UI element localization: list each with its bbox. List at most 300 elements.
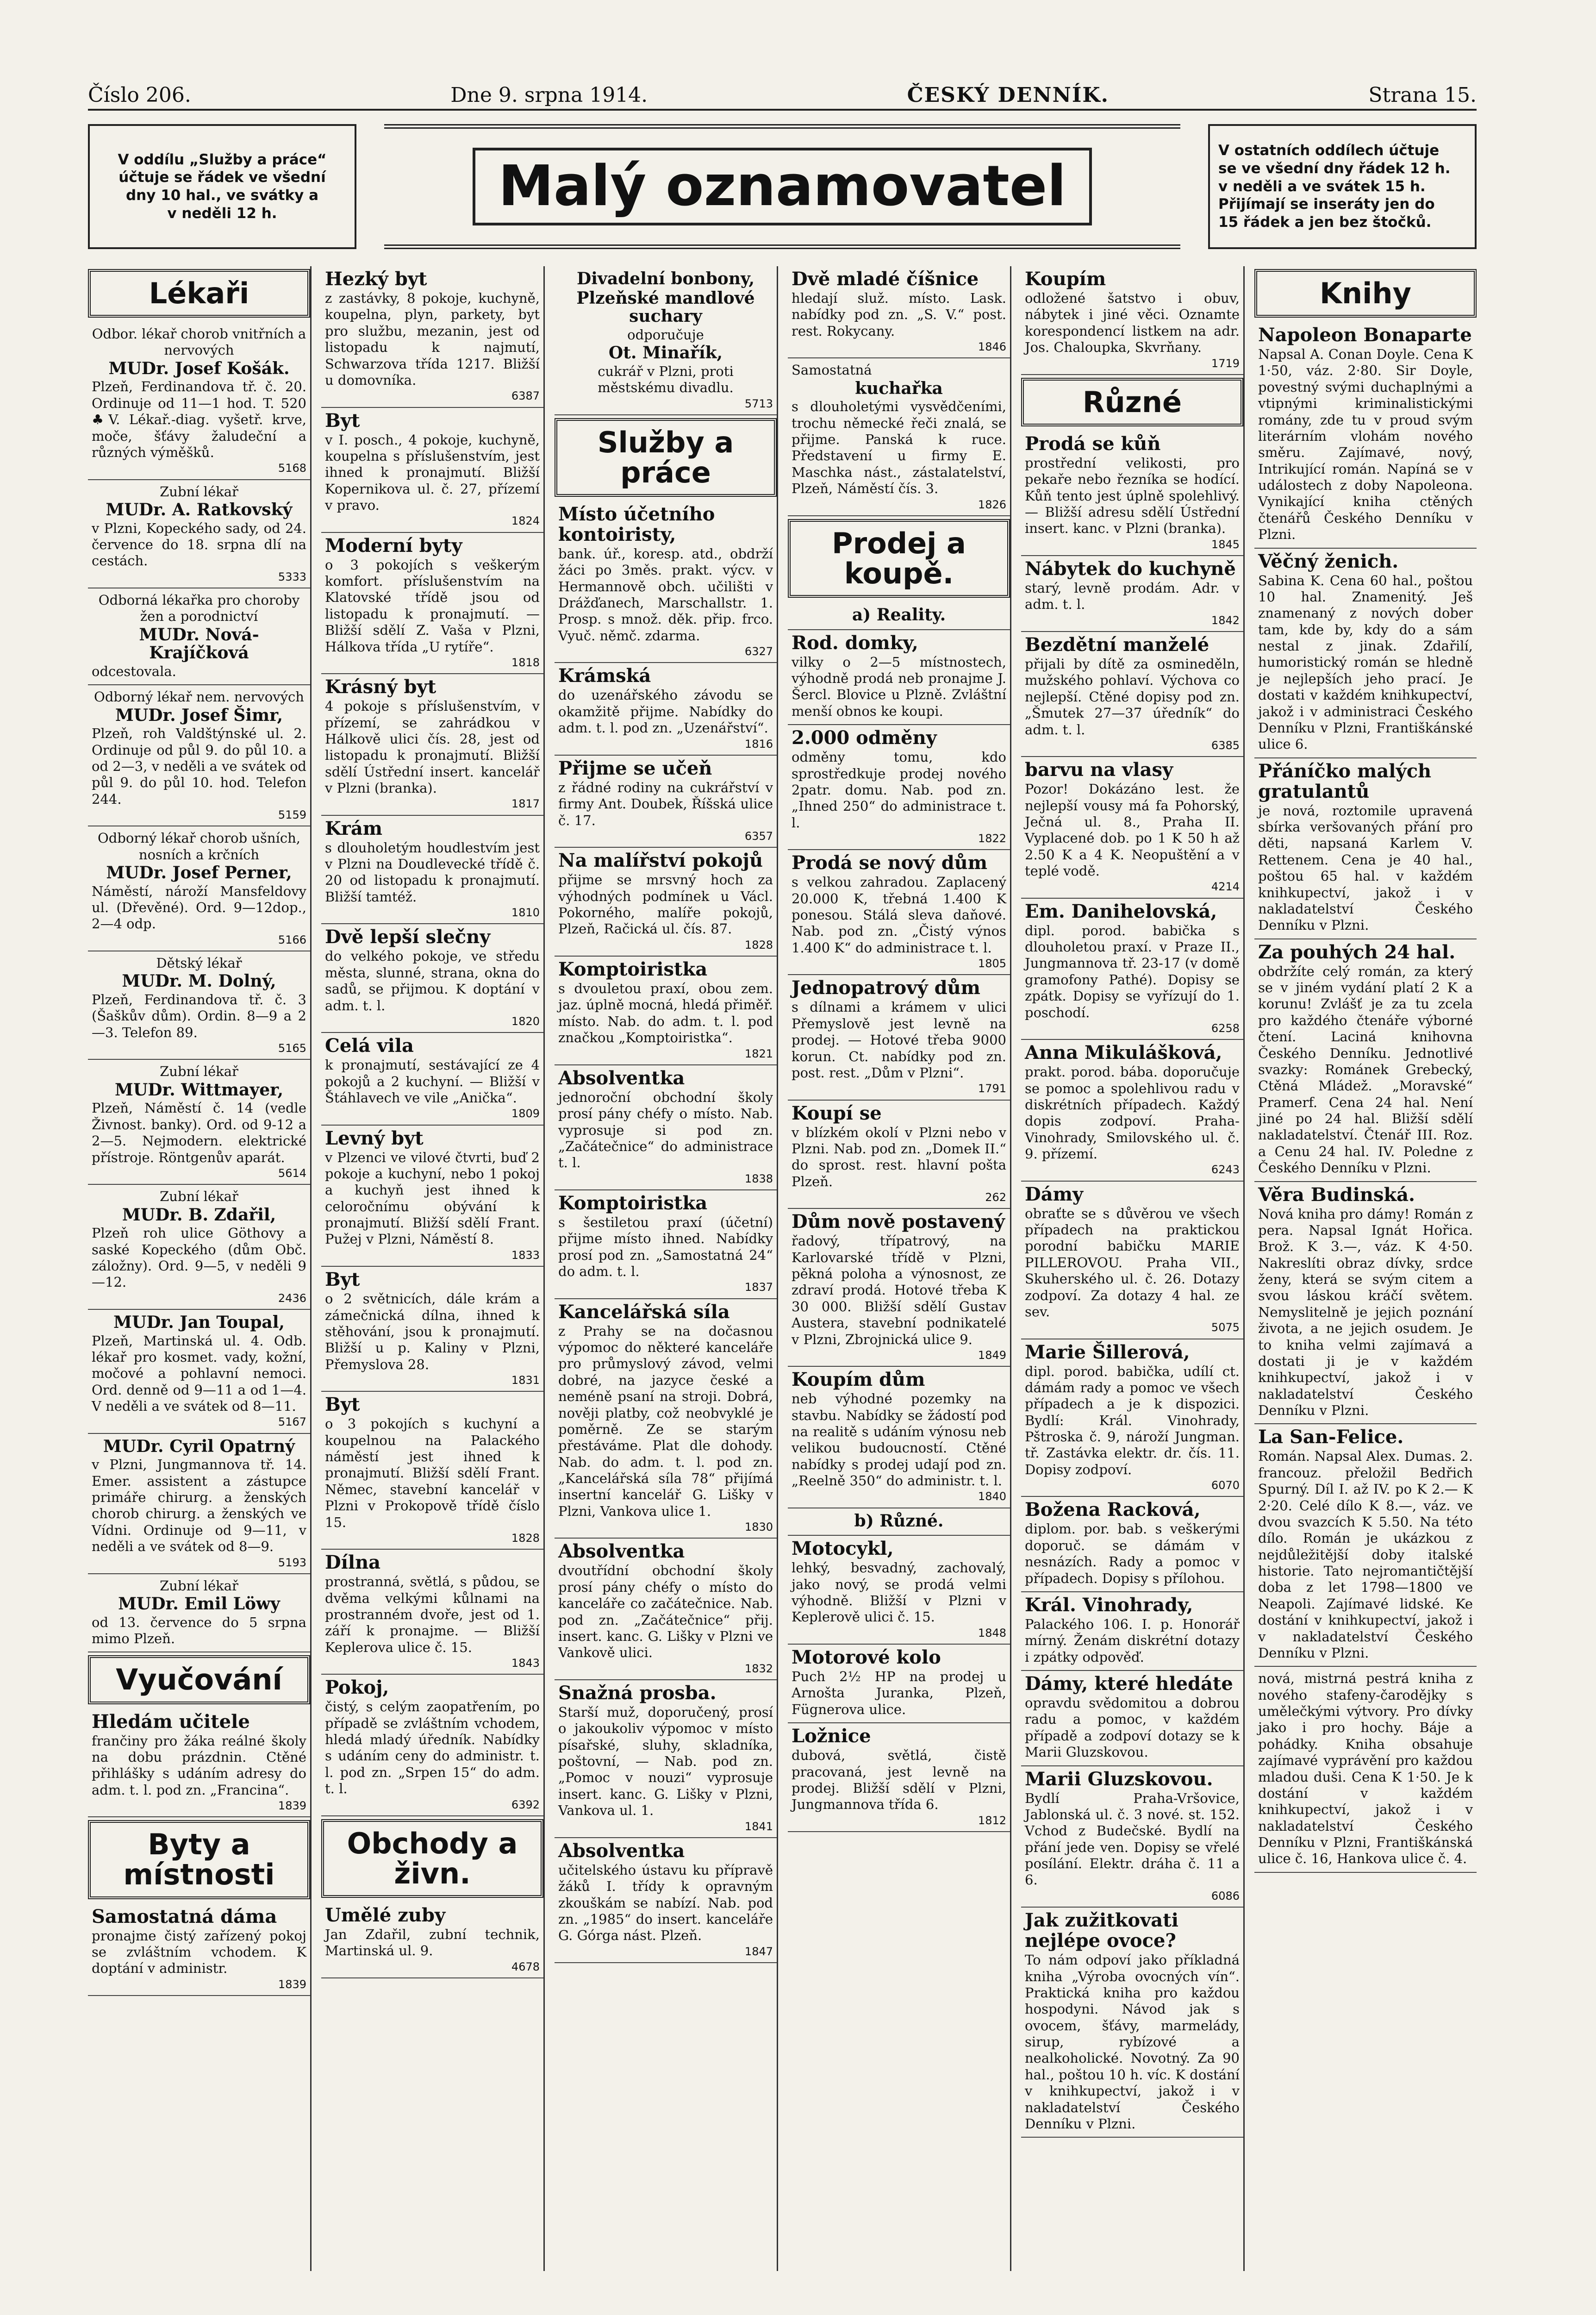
ad-title: Anna Mikulášková,: [1025, 1042, 1222, 1064]
ad-title: Bezdětní manželé: [1025, 634, 1209, 656]
section-header-byty: Byty a místnosti: [88, 1820, 310, 1899]
ad-title: Absolventka: [558, 1067, 685, 1089]
ad-text: bank. úř., koresp. atd., obdrží žáci po 3měs. prakt. výcv. v Hermannově obch. učilišti v Drážďanech, Marschallstr. 1. Prosp. s množ. děk. přip. frco. Vyuč. němč. zdarma.: [558, 545, 773, 644]
classified-ad: [88, 951, 310, 1060]
ad-name: MUDr. Josef Perner,: [106, 863, 292, 883]
classified-ad: [88, 1060, 310, 1185]
ad-title: Za pouhých 24 hal.: [1258, 941, 1456, 963]
ad-text: do velkého pokoje, ve středu města, slunné, strana, okna do sadů, se přijmou. K doptání v adm. t. l.: [325, 948, 540, 1014]
ad-code: 6258: [1211, 1021, 1240, 1035]
ad-code: 5159: [278, 808, 306, 822]
ad-lead: Odborná lékařka pro choroby žen a porodnictví: [98, 592, 300, 625]
ad-code: 5614: [278, 1166, 306, 1180]
classified-ad-kucharka: [788, 358, 1010, 516]
column-2: [321, 266, 545, 2271]
ad-title: Krámská: [558, 665, 651, 687]
ad-name: MUDr. Josef Šimr,: [115, 705, 283, 725]
ad-text: přijali by dítě za osmineděln, mužského pohlaví. Výchova co nejlepší. Ctěné dopisy pod zn. „Šmutek 27—37 úředník“ do adm. t. l.: [1025, 656, 1240, 738]
classified-ad: [1021, 1339, 1243, 1497]
ad-text: Plzeň roh ulice Göthovy a saské Kopeckého (dům Obč. záložny). Ord. 9—5, v neděli 9—12.: [92, 1225, 306, 1290]
ad-text: Plzeň, Ferdinandova tř. č. 3 (Šaškův dům). Ordin. 8—9 a 2—3. Telefon 89.: [92, 992, 306, 1040]
ad-code: 1848: [978, 1626, 1006, 1639]
ad-code: 1828: [511, 1531, 540, 1545]
ad-text: učitelského ústavu ku přípravě žáků I. třídy k opravným zkouškám se nabízí. Nab. pod zn. „1985“ do insert. kanceláře G. Górga nást. Plzeň.: [558, 1862, 773, 1944]
ad-title: Samostatná dáma: [92, 1905, 277, 1927]
ad-code: 1846: [978, 340, 1006, 354]
ad-text: odložené šatstvo i obuv, nábytek i jiné věci. Oznamte korespondencí listkem na adr. Jos. Chaloupka, Skvrňany.: [1025, 290, 1240, 356]
ad-title: Byt: [325, 409, 360, 432]
ad-text: opravdu svědomitou a dobrou radu a pomoc, v každém případě a zodpoví dotazy se k Marii Gluzskovou.: [1025, 1695, 1240, 1760]
ad-text: Bydlí Praha-Vršovice, Jablonská ul. č. 3 nové. st. 152. Vchod z Budečské. Bydlí na přání jede ven. Dopisy se vřelé posílání. Elektr. dráha č. 11 a 6.: [1025, 1790, 1240, 1888]
classified-ad: [321, 533, 543, 675]
ad-text: v Plzni, Jungmannova tř. 14. Emer. assistent a zástupce primáře chirurg. a ženských chorob chirurg. a ženských ve Vídni. Ordinuje od 9—11, v neděli a ve svátek od 8—9.: [92, 1457, 306, 1555]
classified-ad: [88, 826, 310, 951]
ad-text: z zastávky, 8 pokoje, kuchyně, koupelna, plyn, parkety, byt pro službu, mezanin, jest od listopadu k najmutí, Schwarzova třída 1217. Bližší u domovníka.: [325, 290, 540, 388]
ad-title: Na malířství pokojů: [558, 850, 763, 872]
ad-lead: Zubní lékař: [160, 1577, 238, 1594]
ad-title: Snažná prosba.: [558, 1682, 717, 1704]
ad-text: o 3 pokojích s kuchyní a koupelnou na Palackého náměstí jest ihned k pronajmutí. Bližší sdělí Frant. Němec, stavební kancelář v Plzni v Prokopově třídě číslo 15.: [325, 1416, 540, 1530]
subsection-title: a) Reality.: [852, 605, 946, 625]
ad-text: frančiny pro žáka reálné školy na dobu prázdnin. Ctěné přihlášky s udáním adresy do adm. t. l. pod zn. „Francina“.: [92, 1733, 306, 1798]
ad-text: Starší muž, doporučený, prosí o jakoukoliv výpomoc v místo písařské, sluhy, skladníka, poštovní, — Nab. pod zn. „Pomoc v nouzi“ vyprosuje insert. kanc. G. Lišky v Plzni, Vankova ul. 1.: [558, 1704, 773, 1819]
classified-ad: [321, 1902, 543, 1978]
classified-ad: [555, 1838, 777, 1963]
ad-text: dipl. porod. babička, udílí ct. dámám rady a pomoc ve všech případech a je k dispozici. Bydlí: Král. Vinohrady, Pštroska č. 9, nároží Jungman. tř. Zastávka elektr. dr. čís. 11. Dopisy zodpoví.: [1025, 1363, 1240, 1477]
ad-title: Dvě mladé číšnice: [792, 268, 979, 290]
ad-title: Dámy: [1025, 1183, 1084, 1205]
ad-text: prakt. porod. bába. doporučuje se pomoc a spolehlivou radu v diskrétních případech. Každý dopis zodpoví. Praha-Vinohrady, Smilovského ul. č. 9. přízemí.: [1025, 1064, 1240, 1162]
ad-title: Celá vila: [325, 1035, 414, 1057]
section-header-vyucovani: Vyučování: [88, 1655, 310, 1704]
ad-text: dubová, světlá, čistě pracovaná, jest levně na prodej. Bližší sdělí v Plzni, Jungmannova třída 6.: [792, 1747, 1006, 1813]
section-header-prodej: Prodej a koupě.: [788, 519, 1010, 598]
ad-title: Krásný byt: [325, 676, 436, 698]
notice-line: Přijímají se inseráty jen do: [1218, 196, 1435, 213]
ad-code: 1817: [511, 797, 540, 811]
ad-title: Em. Danihelovská,: [1025, 900, 1217, 922]
classified-ad: [1254, 939, 1477, 1182]
classified-ad: [88, 480, 310, 588]
ad-text: diplom. por. bab. s veškerými doporuč. se dámám v nesnázích. Rady a pomoc v případech. Dopisy s přílohou.: [1025, 1521, 1240, 1586]
notice-line: se ve všední dny řádek 12 h.: [1218, 160, 1451, 177]
ad-code: 1818: [511, 656, 540, 669]
ad-text: je nová, roztomile upravená sbírka veršovaných přání pro děti, napsaná Karlem V. Rettenem. Cena je 40 hal., poštou 65 hal. v každém knihkupectví, jakož i v nakladatelství Českého Denníku v Plzni.: [1258, 802, 1473, 933]
ad-code: 1824: [511, 514, 540, 528]
classified-ad: [88, 322, 310, 480]
ad-code: 5165: [278, 1042, 306, 1055]
ad-text: vilky o 2—5 místnostech, výhodně prodá neb pronajme J. Šercl. Blovice u Plzně. Zvláštní menší obnos ke koupi.: [792, 654, 1006, 719]
ad-text: lehký, besvadný, zachovalý, jako nový, se prodá velmi výhodně. Bližší v Plzni v Keplerově ulici č. 15.: [792, 1560, 1006, 1625]
ad-title: Absolventka: [558, 1839, 685, 1862]
ad-text: prostranná, světlá, s půdou, se dvěma velkými kůlnami na prostranném dvoře, jest od 1. září k pronajme. — Bližší Keplerova ulice č. 15.: [325, 1574, 540, 1655]
ad-code: 1849: [978, 1348, 1006, 1362]
ad-lead: Dětský lékař: [156, 955, 242, 971]
classified-columns: [88, 266, 1477, 2271]
ad-text: Palackého 106. I. p. Honorář mírný. Ženám diskrétní dotazy i zpátky odpověď.: [1025, 1616, 1240, 1665]
right-pricing-notice: [1208, 124, 1477, 249]
doctors-list: [88, 322, 310, 1652]
notice-line: V ostatních oddílech účtuje: [1218, 142, 1440, 159]
notice-line: v neděli 12 h.: [167, 205, 277, 222]
ad-code: 5167: [278, 1415, 306, 1429]
classified-ad: [1021, 1497, 1243, 1592]
classified-ad: [321, 674, 543, 816]
classified-ad: [1254, 1424, 1477, 1667]
ad-code: 1839: [278, 1977, 306, 1991]
classified-ad: [88, 1709, 310, 1818]
classified-ad: [555, 1299, 777, 1539]
ad-text: obraťte se s důvěrou ve všech případech na praktickou porodní babičku MARIE PILLEROVOU. Praha VII., Skuherského ul. č. 26. Dotazy zodpoví. Za dotazy 4 hal. ze sev.: [1025, 1205, 1240, 1320]
classified-ad: [1254, 549, 1477, 758]
ad-code: 6086: [1211, 1889, 1240, 1902]
classified-ad: [788, 850, 1010, 975]
classified-ad: [555, 501, 777, 663]
ad-code: 1719: [1211, 357, 1240, 370]
classified-ad: [788, 1367, 1010, 1508]
ad-text: obdržíte celý román, za který se v jiném vydání platí 2 K a korunu! Zvlášť je za tu zcela pro každého čtenáře výborné čtení. Laciná knihovna Českého Denníku. Jednotlivé svazky: Románek Grebecký, Ctěná Mládež. „Moravské“ Pramerf. Cena 24 hal. Není jiné po 24 hal. Bližší sdělí nakladatelství. Čtenář III. Roz. a Cenu 24 hal. IV. Poledne z Českého Denníku v Plzni.: [1258, 963, 1473, 1176]
ad-code: 1809: [511, 1107, 540, 1120]
classified-ad: [1021, 431, 1243, 556]
column-6: [1254, 266, 1477, 2271]
classified-ad: [321, 1550, 543, 1675]
classified-ad: [555, 848, 777, 957]
ad-text: nová, mistrná pestrá kniha z nového stafeny-čarodějky s umělečkými výtvory. Pro dívky jako i pro hochy. Báje a pohádky. Kniha obsahuje zajímavé vyprávění pro každou mladou duši. Cena K 1·50. Je k dostání v každém knihkupectví, jakož i v nakladatelství Českého Denníku v Plzni, Františkánská ulice č. 16, Hankova ulice č. 4.: [1258, 1671, 1473, 1867]
classified-banner: [88, 119, 1477, 254]
ad-title: Prodá se kůň: [1025, 432, 1161, 455]
classified-ad: [1021, 1766, 1243, 1908]
ad-title: Hezký byt: [325, 268, 427, 290]
classified-ad: [788, 1536, 1010, 1645]
classified-ad: [1254, 322, 1477, 549]
ad-text: prostřední velikosti, pro pekaře nebo řezníka se hodící. Kůň tento jest úplně spolehlivý. — Bližší adresu sdělí Ústřední insert. kanc. v Plzni (branka).: [1025, 455, 1240, 537]
ad-text: odcestovala.: [92, 663, 176, 679]
ad-text: Plzeň, Ferdinandova tř. č. 20. Ordinuje od 11—1 hod. T. 520 ♣V. Lékař.-diag. vyšetř. krve, moče, šťávy žaludeční a různých výměšků.: [92, 379, 306, 460]
ad-code: 1816: [744, 737, 773, 751]
apartments-list: [321, 266, 543, 1816]
issue-number: Číslo 206.: [88, 83, 191, 107]
ad-code: 1810: [511, 906, 540, 920]
ad-title: Jak zužitkovati nejlépe ovoce?: [1025, 1909, 1178, 1952]
ad-text: Náměstí, nároží Mansfeldovy ul. (Dřevěné). Ord. 9—12dop., 2—4 odp.: [92, 883, 306, 932]
column-1: [88, 266, 312, 2271]
ad-code: 1821: [744, 1047, 773, 1060]
ad-title: Napoleon Bonaparte: [1258, 324, 1472, 346]
ad-title: Marie Šillerová,: [1025, 1341, 1190, 1363]
section-header-ruzne: Různé: [1021, 378, 1243, 426]
ad-lead: Odborný lékař nem. nervových: [94, 689, 304, 705]
ad-text: s dlouholetým houdlestvím jest v Plzni na Doudlevecké třídě č. 20 od listopadu k pronajmutí. Bližší tamtéž.: [325, 839, 540, 905]
ad-title: Motocykl,: [792, 1538, 894, 1560]
classified-ad: [555, 1539, 777, 1680]
ad-code: 5168: [278, 462, 306, 475]
ad-name: MUDr. Emil Löwy: [118, 1594, 280, 1614]
notice-line: účtuje se řádek ve všední: [118, 169, 326, 186]
ad-code: 5075: [1211, 1321, 1240, 1334]
classified-ad: [321, 1267, 543, 1392]
column-3: [555, 266, 778, 2271]
classified-ad: [1021, 1908, 1243, 2138]
classified-ad: [1021, 1040, 1243, 1182]
ad-name: MUDr. M. Dolný,: [122, 971, 276, 991]
classified-ad: [1021, 757, 1243, 899]
subsection-reality: [788, 602, 1010, 630]
ad-text: v Plzni, Kopeckého sady, od 24. července do 18. srpna dlí na cestách.: [92, 520, 306, 569]
section-header-obchody: Obchody a živn.: [321, 1819, 543, 1898]
ad-text: Plzeň, Náměstí č. 14 (vedle Živnost. banky). Ord. od 9-12 a 2—5. Nejmodern. elektrické přístroje. Röntgenův aparát.: [92, 1100, 306, 1165]
ad-name: MUDr. Wittmayer,: [114, 1080, 284, 1100]
ad-text: Plzeň, Martinská ul. 4. Odb. lékař pro kosmet. vady, kožní, močové a pohlavní nemoci. Ord. denně od 9—11 a od 1—4. V neděli a ve svátek od 8—11.: [92, 1333, 306, 1414]
ad-text: s dvouletou praxí, obou zem. jaz. úplně mocná, hledá přiměř. místo. Nab. do adm. t. l. pod značkou „Komptoiristka“.: [558, 981, 773, 1046]
ad-code: 5166: [278, 933, 306, 946]
ad-title: Dům nově postavený: [792, 1211, 1005, 1233]
ad-text: o 2 světnicích, dále krám a zámečnická dílna, ihned k stěhování, jsou k pronajmutí. Bližší u p. Kaliny v Plzni, Přemyslova 28.: [325, 1291, 540, 1372]
ad-code: 2436: [278, 1291, 306, 1305]
subsection-title: b) Různé.: [854, 1511, 944, 1531]
ad-title: Přáníčko malých gratulantů: [1258, 760, 1432, 802]
classified-ad: [321, 816, 543, 925]
ad-code: 1830: [744, 1520, 773, 1534]
ad-code: 1841: [744, 1820, 773, 1833]
ad-name: Ot. Minařík,: [608, 343, 723, 363]
ad-code: 1838: [744, 1172, 773, 1185]
ad-text: přijme se mrsvný hoch za výhodných podmínek u Václ. Pokorného, malíře pokojů, Plzeň, Račická ul. čís. 87.: [558, 872, 773, 937]
classified-ad: [555, 1065, 777, 1190]
ad-code: 1831: [511, 1374, 540, 1387]
ad-lead: Zubní lékař: [160, 483, 238, 500]
classified-ad: [88, 588, 310, 685]
classified-ad: [1021, 556, 1243, 632]
section-header-lekari: Lékaři: [88, 269, 310, 318]
classified-ad: [88, 1310, 310, 1434]
ad-text: Napsal A. Conan Doyle. Cena K 1·50, váz. 2·80. Sir Doyle, povestný svými duchaplnými a vtipnými kriminalistickými romány, zde tu v proud svým literárním vlohám nového směru. Zajímavé, nový, Intrikující román. Napíná se v událostech z doby Napoleona. Vynikající kniha ctěných čtenářů Českého Denníku v Plzni.: [1258, 346, 1473, 543]
ad-code: 1843: [511, 1657, 540, 1670]
classified-ad-bonbony: [555, 266, 777, 415]
ad-title: Přijme se učeň: [558, 757, 712, 779]
ad-text: Plzeň, roh Valdštýnské ul. 2. Ordinuje od půl 9. do půl 10. a od 2—3, v neděli a ve svátek od půl 9. do půl 10. hod. Telefon 244.: [92, 726, 306, 807]
classified-ad: [1021, 1671, 1243, 1766]
ad-text: 4 pokoje s příslušenstvím, v přízemí, se zahrádkou v Hálkově ulici čís. 28, jest od listopadu k pronajmutí. Bližší sdělí Ústřední insert. kancelář v Plzni (branka).: [325, 698, 540, 796]
ad-code: 1805: [978, 957, 1006, 970]
ad-text: s dílnami a krámem v ulici Přemyslově jest levně na prodej. — Hotové třeba 9000 korun. Ct. nabídky pod zn. post. rest. „Dům v Plzni“.: [792, 999, 1006, 1081]
ad-code: 6243: [1211, 1163, 1240, 1176]
ad-title: Kancelářská síla: [558, 1301, 730, 1323]
section-header-sluzby: Služby a práce: [555, 418, 777, 497]
ad-code: 6357: [744, 829, 773, 843]
ad-title: La San-Felice.: [1258, 1426, 1404, 1448]
subsection-ruzne: [788, 1508, 1010, 1536]
ad-text: dvoutřídní obchodní školy prosí pány chéfy o místo do kanceláře co začátečnice. Nab. pod zn. „Začátečnice“ přij. insert. kanc. G. Lišky v Plzni ve Vankově ulici.: [558, 1563, 773, 1661]
classified-ad: [321, 1392, 543, 1550]
classified-ad: [788, 1645, 1010, 1723]
ad-text: jednoroční obchodní školy prosí pány chéfy o místo. Nab. vyprosuje si pod zn. „Začátečnice“ do administrace t. l.: [558, 1089, 773, 1171]
ad-text: Jan Zdařil, zubní technik, Martinská ul. 9.: [325, 1927, 540, 1959]
ad-name: MUDr. Cyril Opatrný: [103, 1436, 295, 1456]
ad-code: 4678: [511, 1960, 540, 1973]
classified-ad: [788, 1209, 1010, 1367]
classified-ad: [1021, 1182, 1243, 1339]
ad-title: Král. Vinohrady,: [1025, 1594, 1193, 1616]
ad-name: MUDr. A. Ratkovský: [106, 500, 293, 519]
ad-text: s dlouholetými vysvědčeními, trochu německé řeči znalá, se přijme. Panská k ruce. Představení u firmy E. Maschka nást., zástalatelství, Plzeň, Náměstí čís. 3.: [792, 399, 1006, 497]
ad-text: Puch 2½ HP na prodej u Arnošta Juranka, Plzeň, Fügnerova ulice.: [792, 1669, 1006, 1717]
ad-code: 4214: [1211, 880, 1240, 894]
classified-ad: [88, 1904, 310, 1996]
ad-title: Hledám učitele: [92, 1710, 250, 1733]
ad-note: odporučuje: [627, 326, 704, 343]
ad-title: Byt: [325, 1394, 360, 1416]
classified-ad: [88, 1434, 310, 1574]
ad-title: Komptoiristka: [558, 958, 708, 981]
ad-text: v Plzenci ve vilové čtvrti, buď 2 pokoje a kuchyní, nebo 1 pokoj a kuchyň jest ihned k celoročnímu obývání k pronajmutí. Bližší sdělí Frant. Pužej v Plzni, Náměstí 8.: [325, 1149, 540, 1247]
classified-ad: [1254, 1182, 1477, 1425]
ad-code: 6387: [511, 389, 540, 403]
misc-list: [1021, 431, 1243, 2138]
ad-title: Levný byt: [325, 1127, 424, 1149]
ad-text: dipl. porod. babička s dlouholetou praxí. v Praze II., Jungmannova tř. 23-17 (v domě gramofony Pathé). Dopisy se zpátk. Dopisy se vyřízují do 1. poschodí.: [1025, 922, 1240, 1020]
classified-ad: [1254, 1667, 1477, 1873]
ad-lead: Zubní lékař: [160, 1189, 238, 1205]
banner-title-frame: [384, 124, 1180, 249]
ad-code: 5193: [278, 1556, 306, 1569]
ad-code: 1842: [1211, 613, 1240, 627]
ad-text: Sabina K. Cena 60 hal., poštou 10 hal. Znamenitý. Ješ znamenaný z nových dober tam, kde by, kdy do a sám nestal z jinak. Zdařilí, humoristický román se hledně je nejlepších jeho prací. Je dostati v každém knihkupectví, jakož i v administraci Českého Denníku v Plzni, Františkánské ulice 6.: [1258, 572, 1473, 752]
ad-code: 1847: [744, 1945, 773, 1958]
ad-subtitle: Plzeňské mandlové suchary: [576, 288, 755, 326]
ad-text: k pronajmutí, sestávající ze 4 pokojů a 2 kuchyní. — Bližší v Štáhlavech ve vile „Anička“.: [325, 1057, 540, 1106]
books-list: [1254, 322, 1477, 1873]
ad-code: 1833: [511, 1248, 540, 1262]
ad-code: 1845: [1211, 538, 1240, 551]
ad-title: 2.000 odměny: [792, 727, 937, 749]
ad-title: Byt: [325, 1269, 360, 1291]
ad-title: Jednopatrový dům: [792, 977, 981, 999]
ad-text: v I. posch., 4 pokoje, kuchyně, koupelna s příslušenstvím, jest ihned k pronajmutí. Bližší Kopernikova ul. č. 27, přízemí v pravo.: [325, 432, 540, 513]
ad-title: Rod. domky,: [792, 632, 918, 654]
ad-title: Dámy, které hledáte: [1025, 1673, 1233, 1695]
ad-title: Dílna: [325, 1552, 381, 1574]
classified-ad: [788, 630, 1010, 726]
ad-title: Koupím dům: [792, 1369, 925, 1391]
ad-code: 6070: [1211, 1479, 1240, 1492]
ad-name: MUDr. Nová-Krajíčková: [139, 625, 259, 663]
page-number: Strana 15.: [1368, 83, 1477, 107]
ad-title: Božena Racková,: [1025, 1499, 1201, 1521]
ad-text: hledají služ. místo. Lask. nabídky pod zn. „S. V.“ post. rest. Rokycany.: [792, 290, 1006, 339]
ad-code: 1826: [978, 498, 1006, 511]
classified-ad: [88, 685, 310, 826]
classified-ad: [321, 408, 543, 533]
ad-code: 5713: [744, 397, 773, 410]
ad-title: Motorové kolo: [792, 1646, 941, 1669]
ad-text: s velkou zahradou. Zaplacený 20.000 K, třebná 1.400 K ponesou. Stálá sleva daňové. Nab. pod zn. „Čistý výnos 1.400 K“ do administrace t. l.: [792, 874, 1006, 956]
ad-code: 1837: [744, 1281, 773, 1294]
ad-lead: Samostatná: [792, 362, 872, 378]
ad-text: o 3 pokojích s veškerým komfort. příslušenstvím na Klatovské třídě jsou od listopadu k pronajmutí. — Bližší sdělí Z. Vaša v Plzni, Hálkova třída „U rytíře“.: [325, 557, 540, 655]
ad-lead: Odborný lékař chorob ušních, nosních a krčních: [97, 830, 301, 863]
ad-code: 6327: [744, 645, 773, 658]
ad-text: z řádné rodiny na cukrářství v firmy Ant. Doubek, Říšská ulice č. 17.: [558, 779, 773, 828]
ad-title: Absolventka: [558, 1540, 685, 1563]
ad-text: s šestiletou praxí (účetní) přijme místo ihned. Nabídky prosí pod zn. „Samostatná 24“ do adm. t. l.: [558, 1214, 773, 1280]
ad-title: Koupí se: [792, 1102, 882, 1124]
ad-code: 1832: [744, 1662, 773, 1675]
ad-name: MUDr. Josef Košák.: [108, 358, 290, 378]
classified-ad: [1021, 266, 1243, 375]
ad-title: kuchařka: [855, 378, 943, 398]
issue-date: Dne 9. srpna 1914.: [450, 83, 648, 107]
notice-line: v neděli a ve svátek 15 h.: [1218, 178, 1426, 195]
classified-ad: [788, 725, 1010, 850]
notice-line: V oddílu „Služby a práce“: [118, 151, 327, 168]
ad-text: Nová kniha pro dámy! Román z pera. Napsal Ignát Hořica. Brož. K 3.—, váz. K 4·50. Nakreslíti obraz dívky, srdce ženy, která se svým citem a svou láskou kráčí světem. Nemyslitelně je jejich poznání života, a ne jejich osudem. Je to kniha velmi zajímavá a dostati ji je v každém knihkupectví, jakož i v nakladatelství Českého Denníku v Plzni.: [1258, 1206, 1473, 1419]
classified-ad: [788, 266, 1010, 358]
classified-ad: [321, 1675, 543, 1816]
ad-code: 1828: [744, 938, 773, 951]
ad-text: čistý, s celým zaopatřením, po případě se zvláštním vchodem, hledá mladý úředník. Nabídky s udáním ceny do administr. t. l. pod zn. „Srpen 15“ do adm. t. l.: [325, 1699, 540, 1797]
ad-code: 1820: [511, 1014, 540, 1028]
classified-ad: [555, 957, 777, 1065]
classified-ad: [321, 924, 543, 1033]
ad-title: Umělé zuby: [325, 1904, 446, 1926]
column-5: [1021, 266, 1245, 2271]
ad-text: z Prahy se na dočasnou výpomoc do některé kanceláře pro průmyslový závod, velmi dobré, na jazyce české a neméně psaní na stroji. Dobrá, nověji platby, což neobvyklé je poměrně. Ze se starým přestáváme. Plat dle dohody. Nab. do adm. t. l. pod zn. „Kancelářská síla 78“ přijímá insertní kancelář G. Lišky v Plzni, Vankova ulice 1.: [558, 1323, 773, 1519]
ad-text: od 13. července do 5 srpna mimo Plzeň.: [92, 1614, 306, 1647]
ad-text: starý, levně prodám. Adr. v adm. t. l.: [1025, 580, 1240, 613]
ad-text: odměny tomu, kdo sprostředkuje prodej nového 2patr. domu. Nab. pod zn. „Ihned 250“ do administrace t. l.: [792, 749, 1006, 831]
page-header: [88, 81, 1477, 111]
ad-text: To nám odpoví jako příkladná kniha „Výroba ovocných vín“. Praktická kniha pro každou hospodyni. Návod jak s ovocem, šťávy, marmelády, sirup, rybízové a nealkoholické. Novotný. Za 90 hal., poštou 10 h. víc. K dostání v knihkupectví, jakož i v nakladatelství Českého Denníku v Plzni.: [1025, 1952, 1240, 2132]
ad-title: Divadelní bonbony,: [577, 269, 754, 288]
ad-title: Pokoj,: [325, 1677, 389, 1699]
ad-text: Román. Napsal Alex. Dumas. 2. francouz. přeložil Bedřich Spurný. Díl I. až IV. po K 2.— K 2·20. Celé dílo K 8.—, váz. ve dvou svazcích K 5.50. Na této dílo. Román je ukázkou z nejdůležitější doby italské historie. Tato nejromantičtější doba z let 1798—1800 ve Neapoli. Zajímavé lidské. Ke dostání v knihkupectví, jakož i v nakladatelství Českého Denníku v Plzni.: [1258, 1448, 1473, 1661]
ad-title: Prodá se nový dům: [792, 852, 988, 874]
column-4: [788, 266, 1011, 2271]
classified-ad: [88, 1185, 310, 1310]
ad-title: barvu na vlasy: [1025, 759, 1173, 781]
masthead: ČESKÝ DENNÍK.: [907, 83, 1109, 107]
ad-text: do uzenářského závodu se okamžitě přijme. Nabídky do adm. t. l. pod zn. „Uzenářství“.: [558, 687, 773, 736]
ad-title: Ložnice: [792, 1725, 871, 1747]
classified-ad: [788, 1723, 1010, 1832]
ad-name: MUDr. Jan Toupal,: [113, 1312, 285, 1332]
classified-ad: [555, 1680, 777, 1838]
ad-lead: Odbor. lékař chorob vnitřních a nervových: [92, 326, 306, 358]
section-header-knihy: Knihy: [1254, 269, 1477, 318]
ad-title: Krám: [325, 817, 383, 839]
classified-ad: [1021, 899, 1243, 1040]
ad-text: Pozor! Dokázáno lest. že nejlepší vousy má fa Pohorský, Ječná ul. 8., Praha II. Vyplacené dob. po 1 K 50 h až 2.50 K a 4 K. Neopuštění a v teplé vodě.: [1025, 781, 1240, 879]
ad-title: Moderní byty: [325, 534, 462, 557]
classified-ad: [1021, 1592, 1243, 1671]
classified-ad: [1021, 632, 1243, 757]
ad-text: řadový, třípatrový, na Karlovarské třídě v Plzni, pěkná poloha a výnosnost, ze zdraví prodá. Hotové třeba K 30 000. Bližší sdělí Gustav Austera, stavební podnikatelé v Plzni, Zbrojnická ulice 9.: [792, 1233, 1006, 1347]
ad-code: 262: [985, 1191, 1006, 1204]
classified-ad: [321, 1033, 543, 1125]
ad-name: MUDr. B. Zdařil,: [122, 1205, 276, 1225]
ad-title: Marii Gluzskovou.: [1025, 1768, 1213, 1790]
ad-title: Koupím: [1025, 268, 1106, 290]
ad-code: 1839: [278, 1799, 306, 1813]
ad-code: 6392: [511, 1798, 540, 1811]
ad-code: 1822: [978, 832, 1006, 845]
ad-code: 1812: [978, 1814, 1006, 1827]
ad-address: cukrář v Plzni, proti městskému divadlu.: [598, 363, 734, 396]
ad-code: 1791: [978, 1082, 1006, 1095]
ad-code: 5333: [278, 570, 306, 583]
classified-ad: [555, 663, 777, 755]
ad-code: 6385: [1211, 738, 1240, 752]
